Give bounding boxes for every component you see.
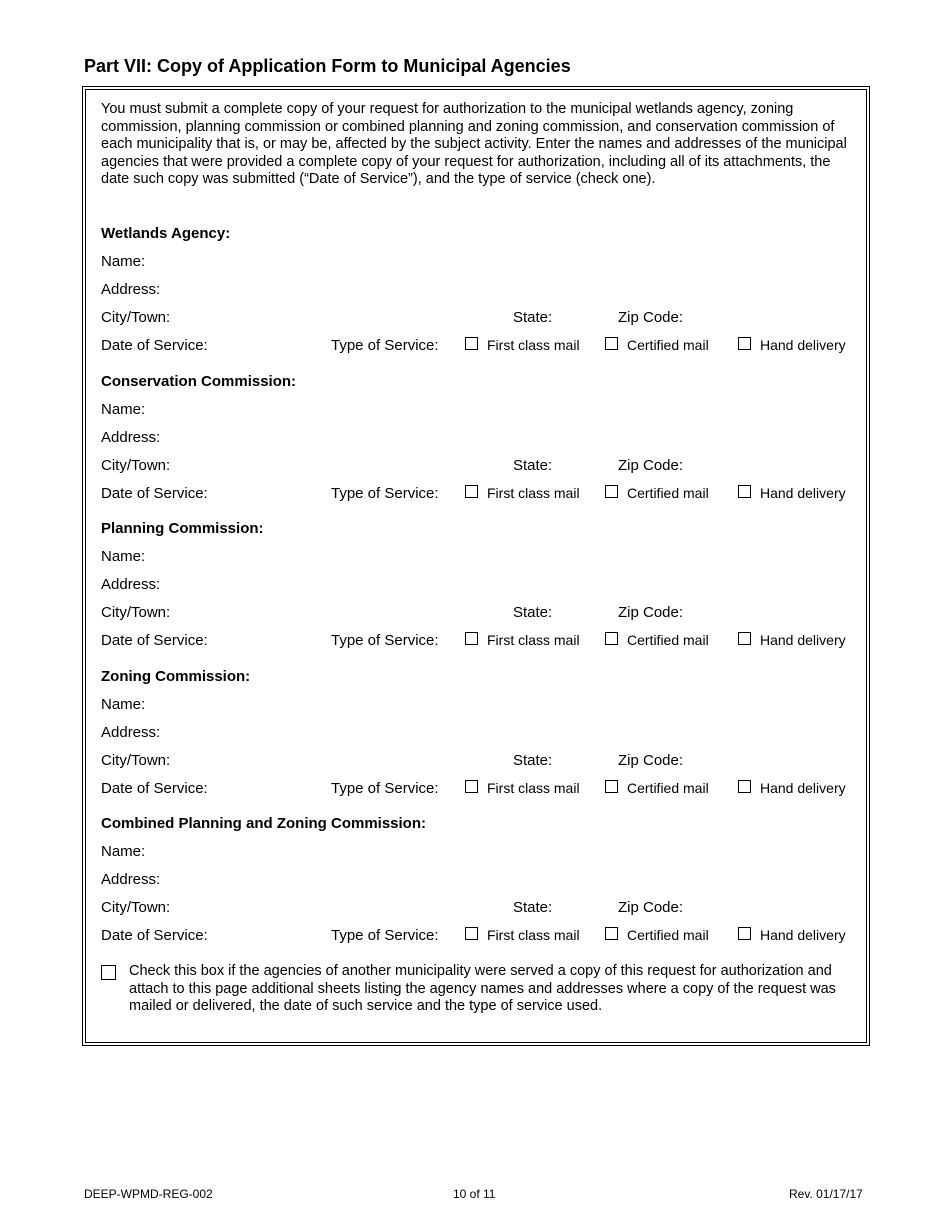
state-label: State:	[513, 309, 553, 326]
first-class-label: First class mail	[487, 927, 580, 943]
address-label: Address:	[101, 723, 161, 741]
hand-delivery-checkbox[interactable]	[738, 485, 751, 498]
section-heading: Conservation Commission:	[101, 372, 297, 390]
date-of-service-label: Date of Service:	[101, 337, 208, 354]
hand-delivery-checkbox[interactable]	[738, 780, 751, 793]
certified-checkbox[interactable]	[605, 927, 618, 940]
hand-delivery-label: Hand delivery	[760, 484, 846, 501]
service-row	[101, 485, 861, 505]
first-class-checkbox[interactable]	[465, 632, 478, 645]
city-label: City/Town:	[101, 899, 171, 916]
section-heading-row	[101, 225, 861, 245]
section-heading-row	[101, 668, 861, 688]
zip-label: Zip Code:	[618, 899, 684, 916]
section-heading: Planning Commission:	[101, 520, 264, 537]
intro-text: You must submit a complete copy of your request for authorization to the municipal wetlands agency, zoning commission, planning commission or combined planning and zoning commission, and conservation commission of each municipality that is, or may be, affected by the subject activity. Enter the names and addresses of the municipal agencies that were provided a complete copy of your request for authorization, including all of its attachments, the date such copy was submitted (“Date of Service”), and the type of service (check one).	[101, 101, 847, 188]
name-row	[101, 843, 861, 863]
address-label: Address:	[101, 576, 161, 593]
address-row	[101, 281, 861, 301]
address-row	[101, 429, 861, 449]
date-of-service-label: Date of Service:	[101, 779, 208, 797]
first-class-label: First class mail	[487, 484, 580, 501]
first-class-checkbox[interactable]	[465, 780, 478, 793]
name-row	[101, 253, 861, 273]
hand-delivery-label: Hand delivery	[760, 779, 846, 796]
other-municipality-text: Check this box if the agencies of another municipality were served a copy of this request for authorization and attach to this page additional sheets listing the agency names and addresses where a copy of the request was mailed or delivered, the date of such service and the type of service used.	[129, 963, 836, 1015]
name-label: Name:	[101, 400, 146, 418]
address-label: Address:	[101, 871, 161, 888]
type-of-service-label: Type of Service:	[331, 927, 439, 944]
section-heading-row	[101, 373, 861, 393]
name-row	[101, 548, 861, 568]
type-of-service-label: Type of Service:	[331, 632, 439, 649]
service-row	[101, 632, 861, 652]
zip-label: Zip Code:	[618, 309, 684, 326]
city-state-zip-row	[101, 604, 861, 624]
service-row	[101, 927, 861, 947]
zip-label: Zip Code:	[618, 456, 684, 474]
name-label: Name:	[101, 695, 146, 713]
date-of-service-label: Date of Service:	[101, 632, 208, 649]
section-heading: Zoning Commission:	[101, 667, 251, 685]
hand-delivery-label: Hand delivery	[760, 927, 846, 943]
hand-delivery-label: Hand delivery	[760, 632, 846, 648]
state-label: State:	[513, 751, 553, 769]
address-row	[101, 724, 861, 744]
name-label: Name:	[101, 548, 146, 565]
first-class-label: First class mail	[487, 337, 580, 353]
first-class-checkbox[interactable]	[465, 927, 478, 940]
first-class-label: First class mail	[487, 632, 580, 648]
hand-delivery-checkbox[interactable]	[738, 927, 751, 940]
zip-label: Zip Code:	[618, 751, 684, 769]
city-label: City/Town:	[101, 604, 171, 621]
state-label: State:	[513, 899, 553, 916]
hand-delivery-checkbox[interactable]	[738, 632, 751, 645]
certified-label: Certified mail	[627, 632, 709, 648]
footer-revision: Rev. 01/17/17	[789, 1187, 863, 1201]
service-row	[101, 337, 861, 357]
footer-form-id: DEEP-WPMD-REG-002	[84, 1187, 213, 1201]
state-label: State:	[513, 604, 553, 621]
name-label: Name:	[101, 843, 146, 860]
city-state-zip-row	[101, 752, 861, 772]
certified-label: Certified mail	[627, 337, 709, 353]
hand-delivery-checkbox[interactable]	[738, 337, 751, 350]
first-class-label: First class mail	[487, 779, 580, 796]
city-label: City/Town:	[101, 456, 171, 474]
date-of-service-label: Date of Service:	[101, 927, 208, 944]
name-row	[101, 401, 861, 421]
footer-page-number: 10 of 11	[453, 1187, 496, 1201]
state-label: State:	[513, 456, 553, 474]
address-label: Address:	[101, 428, 161, 446]
certified-label: Certified mail	[627, 484, 709, 501]
address-label: Address:	[101, 281, 161, 298]
city-state-zip-row	[101, 309, 861, 329]
form-frame	[82, 86, 870, 1046]
section-heading: Wetlands Agency:	[101, 225, 231, 242]
hand-delivery-label: Hand delivery	[760, 337, 846, 353]
type-of-service-label: Type of Service:	[331, 779, 439, 797]
certified-label: Certified mail	[627, 927, 709, 943]
address-row	[101, 576, 861, 596]
section-heading: Combined Planning and Zoning Commission:	[101, 815, 426, 832]
service-row	[101, 780, 861, 800]
section-heading-row	[101, 520, 861, 540]
page-title: Part VII: Copy of Application Form to Municipal Agencies	[84, 56, 571, 76]
certified-checkbox[interactable]	[605, 485, 618, 498]
other-municipality-checkbox[interactable]	[101, 965, 116, 980]
certified-checkbox[interactable]	[605, 632, 618, 645]
certified-label: Certified mail	[627, 779, 709, 796]
name-label: Name:	[101, 253, 146, 270]
certified-checkbox[interactable]	[605, 337, 618, 350]
first-class-checkbox[interactable]	[465, 337, 478, 350]
type-of-service-label: Type of Service:	[331, 484, 439, 502]
address-row	[101, 871, 861, 891]
city-label: City/Town:	[101, 309, 171, 326]
first-class-checkbox[interactable]	[465, 485, 478, 498]
type-of-service-label: Type of Service:	[331, 337, 439, 354]
section-heading-row	[101, 815, 861, 835]
name-row	[101, 696, 861, 716]
city-state-zip-row	[101, 899, 861, 919]
city-label: City/Town:	[101, 751, 171, 769]
certified-checkbox[interactable]	[605, 780, 618, 793]
city-state-zip-row	[101, 457, 861, 477]
date-of-service-label: Date of Service:	[101, 484, 208, 502]
zip-label: Zip Code:	[618, 604, 684, 621]
